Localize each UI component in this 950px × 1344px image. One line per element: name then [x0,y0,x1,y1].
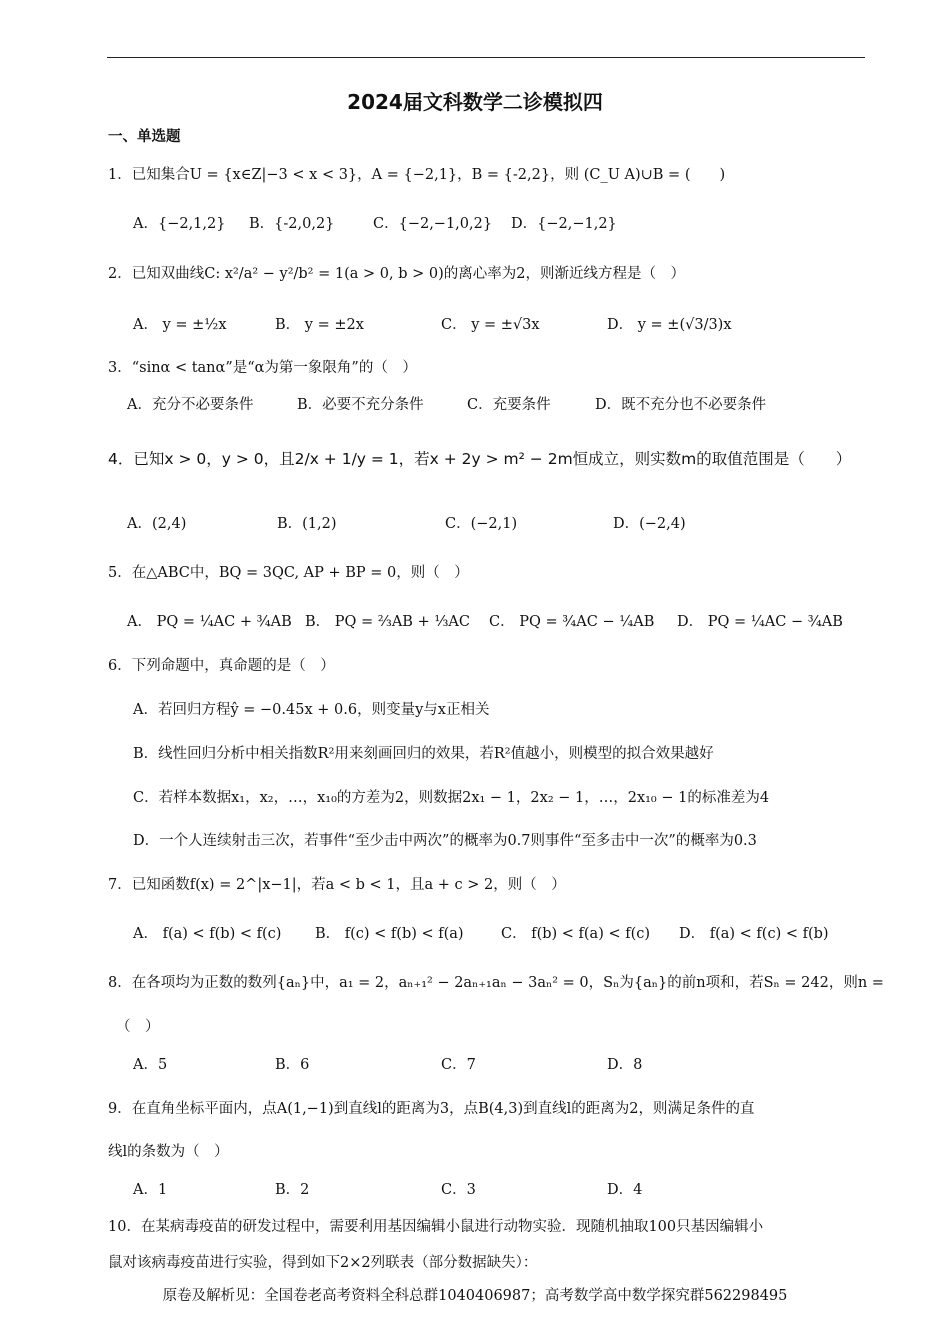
question-3-stem: 3．“sinα < tanα”是“α为第一象限角”的（ ） [108,360,417,376]
option-b: B．必要不充分条件 [297,397,424,413]
question-9-stem-cont: 线l的条数为（ ） [108,1144,229,1160]
option-b: B． f(c) < f(b) < f(a) [315,926,464,942]
option-d: D． PQ = ¼AC − ¾AB [677,614,843,630]
question-10-stem: 10．在某病毒疫苗的研发过程中，需要利用基因编辑小鼠进行动物实验．现随机抽取100只基因编辑小 [108,1219,764,1235]
question-6-option-a: A．若回归方程ŷ = −0.45x + 0.6，则变量y与x正相关 [133,702,490,718]
question-7-stem: 7．已知函数f(x) = 2^|x−1|，若a < b < 1，且a + c > 2，则（ ） [108,877,566,893]
question-6-option-d: D．一个人连续射击三次，若事件“至少击中两次”的概率为0.7则事件“至多击中一次”的概率为0.3 [133,833,757,849]
option-b: B．(1,2) [277,516,337,532]
question-2-stem: 2．已知双曲线C: x²/a² − y²/b² = 1(a > 0, b > 0)的离心率为2，则渐近线方程是（ ） [108,266,685,282]
option-d: D． y = ±(√3/3)x [607,317,732,333]
option-a: A． f(a) < f(b) < f(c) [133,926,282,942]
question-5-stem: 5．在△ABC中，BQ = 3QC, AP + BP = 0，则（ ） [108,565,469,581]
option-b: B． y = ±2x [275,317,364,333]
option-a: A．充分不必要条件 [127,397,254,413]
section-heading: 一、单选题 [108,129,181,145]
option-a: A．(2,4) [127,516,187,532]
footer-note: 原卷及解析见：全国卷老高考资料全科总群1040406987；高考数学高中数学探究群562298495 [162,1288,788,1304]
option-d: D．{−2,−1,2} [511,216,617,232]
option-c: C．(−2,1) [445,516,518,532]
header-rule [107,57,865,58]
option-c: C． f(b) < f(a) < f(c) [501,926,651,942]
question-4-stem: 4．已知x > 0，y > 0，且2/x + 1/y = 1，若x + 2y > m² − 2m恒成立，则实数m的取值范围是（ ） [108,450,852,468]
option-d: D．(−2,4) [613,516,686,532]
option-c: C．充要条件 [467,397,551,413]
question-1-stem: 1．已知集合U = {x∈Z|−3 < x < 3}，A = {−2,1}，B = {-2,2}，则 (C_U A)∪B = ( ) [108,167,726,183]
option-d: D． f(a) < f(c) < f(b) [679,926,829,942]
option-b: B． PQ = ⅔AB + ⅓AC [305,614,470,630]
question-6-option-c: C．若样本数据x₁，x₂，…，x₁₀的方差为2，则数据2x₁ − 1，2x₂ − 1，…，2x₁₀ − 1的标准差为4 [133,790,770,806]
question-8-stem-cont: （ ） [116,1019,160,1035]
option-a: A． y = ±½x [133,317,227,333]
question-10-stem-cont: 鼠对该病毒疫苗进行实验，得到如下2×2列联表（部分数据缺失）： [108,1255,538,1271]
page-title: 2024届文科数学二诊模拟四 [347,90,603,114]
option-d: D．既不充分也不必要条件 [595,397,767,413]
option-b: B．6 [275,1057,310,1073]
question-6-stem: 6．下列命题中，真命题的是（ ） [108,658,335,674]
option-b: B．{-2,0,2} [249,216,335,232]
option-a: A．{−2,1,2} [133,216,226,232]
option-a: A．1 [133,1182,168,1198]
option-c: C．7 [441,1057,476,1073]
option-c: C．{−2,−1,0,2} [373,216,493,232]
question-8-stem: 8．在各项均为正数的数列{aₙ}中，a₁ = 2，aₙ₊₁² − 2aₙ₊₁aₙ − 3aₙ² = 0，Sₙ为{aₙ}的前n项和，若Sₙ = 242，则n = [108,975,884,991]
option-a: A．5 [133,1057,168,1073]
option-c: C．3 [441,1182,476,1198]
option-c: C． y = ±√3x [441,317,540,333]
option-d: D．8 [607,1057,643,1073]
question-6-option-b: B．线性回归分析中相关指数R²用来刻画回归的效果，若R²值越小，则模型的拟合效果越好 [133,746,714,762]
option-a: A． PQ = ¼AC + ¾AB [127,614,292,630]
option-b: B．2 [275,1182,310,1198]
option-d: D．4 [607,1182,643,1198]
option-c: C． PQ = ¾AC − ¼AB [489,614,655,630]
question-9-stem: 9．在直角坐标平面内，点A(1,−1)到直线l的距离为3，点B(4,3)到直线l的距离为2，则满足条件的直 [108,1101,755,1117]
